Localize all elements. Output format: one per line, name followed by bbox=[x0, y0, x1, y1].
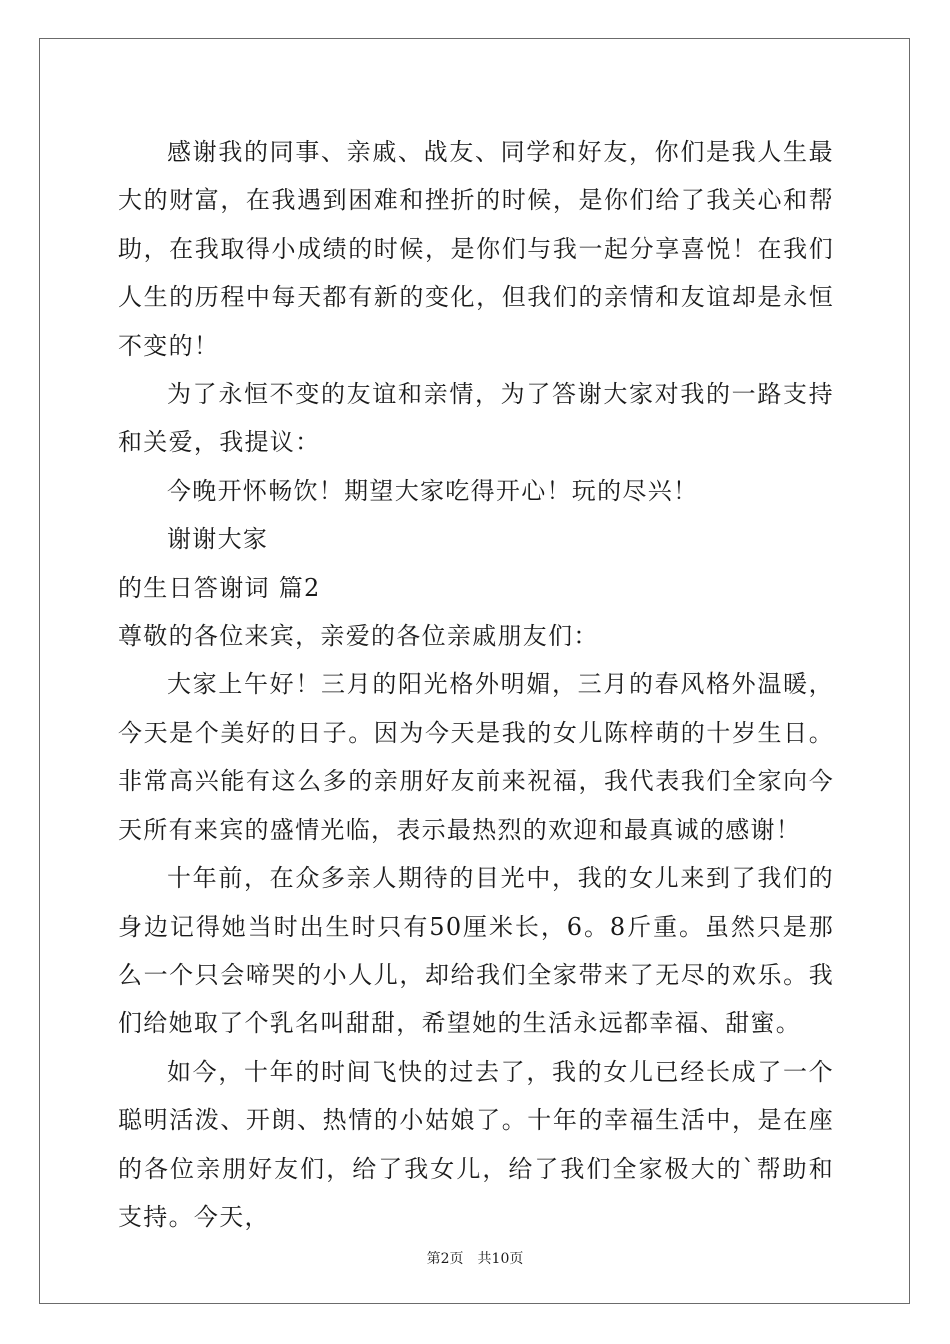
document-body bbox=[118, 128, 834, 1241]
page-total: 共10页 bbox=[477, 1251, 524, 1267]
paragraph-toast: 今晚开怀畅饮！期望大家吃得开心！玩的尽兴！ bbox=[167, 476, 699, 505]
paragraph-thank-you: 谢谢大家 bbox=[167, 525, 269, 554]
salutation: 尊敬的各位来宾，亲爱的各位亲戚朋友们： bbox=[118, 622, 599, 651]
paragraph-proposal: 为了永恒不变的友谊和亲情，为了答谢大家对我的一路支持和关爱，我提议： bbox=[118, 380, 834, 457]
paragraph-now: 如今，十年的时间飞快的过去了，我的女儿已经长成了一个聪明活泼、开朗、热情的小姑娘了。十年的幸福生活中，是在座的各位亲朋好友们，给了我女儿，给了我们全家极大的`帮助和支持。今天， bbox=[118, 1057, 834, 1231]
paragraph-greeting: 大家上午好！三月的阳光格外明媚，三月的春风格外温暖，今天是个美好的日子。因为今天是我的女儿陈梓萌的十岁生日。非常高兴能有这么多的亲朋好友前来祝福，我代表我们全家向今天所有来宾的盛情光临，表示最热烈的欢迎和最真诚的感谢！ bbox=[118, 670, 834, 844]
section-heading: 的生日答谢词 篇2 bbox=[118, 573, 321, 602]
page-footer bbox=[0, 1248, 950, 1268]
page-number: 第2页 bbox=[426, 1251, 464, 1267]
paragraph-thanks-friends: 感谢我的同事、亲戚、战友、同学和好友，你们是我人生最大的财富，在我遇到困难和挫折的时候，是你们给了我关心和帮助，在我取得小成绩的时候，是你们与我一起分享喜悦！在我们人生的历程中每天都有新的变化，但我们的亲情和友谊却是永恒不变的！ bbox=[118, 138, 834, 360]
paragraph-ten-years-ago: 十年前，在众多亲人期待的目光中，我的女儿来到了我们的身边记得她当时出生时只有50厘米长，6。8斤重。虽然只是那么一个只会啼哭的小人儿，却给我们全家带来了无尽的欢乐。我们给她取了个乳名叫甜甜，希望她的生活永远都幸福、甜蜜。 bbox=[118, 864, 834, 1038]
